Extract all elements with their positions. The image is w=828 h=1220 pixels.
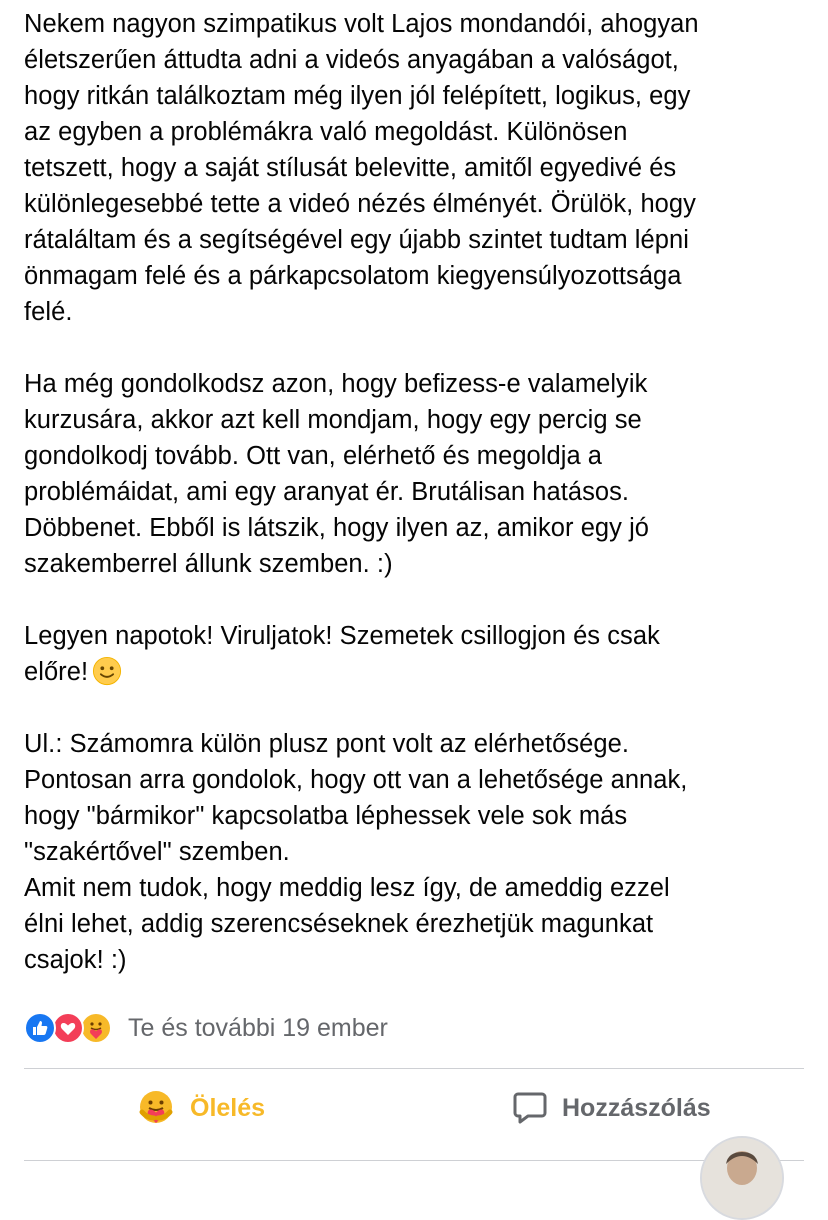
divider <box>24 1068 804 1069</box>
reaction-summary-text: Te és további 19 ember <box>128 1013 388 1042</box>
reaction-summary[interactable] <box>24 1008 388 1048</box>
like-icon <box>24 1012 56 1044</box>
comment-icon <box>512 1090 548 1126</box>
comment-button[interactable] <box>512 1082 711 1134</box>
hug-button[interactable] <box>136 1082 265 1134</box>
post-paragraph-1: Nekem nagyon szimpatikus volt Lajos mondandói, ahogyan életszerűen áttudta adni a videós anyagában a valóságot, hogy ritkán találkoztam még ilyen jól felépített, logikus, egy az egyben a problémákra való megoldást. Különösen tetszett, hogy a saját stílusát belevitte, amitől egyedivé és különlegesebbé tette a videó nézés élményét. Örülök, hogy rátaláltam és a segítségével egy újabb szintet tudtam lépni önmagam felé és a párkapcsolatom kiegyensúlyozottsága felé. <box>24 10 699 326</box>
post-paragraph-3 <box>24 618 804 690</box>
post-body <box>24 6 804 978</box>
avatar[interactable] <box>700 1136 784 1220</box>
hug-button-label: Ölelés <box>190 1093 266 1122</box>
post-paragraph-2: Ha még gondolkodsz azon, hogy befizess-e valamelyik kurzusára, akkor azt kell mondjam, hogy egy percig se gondolkodj tovább. Ott van, elérhető és megoldja a problémáidat, ami egy aranyat ér. Brutálisan hatásos. Döbbenet. Ebből is látszik, hogy ilyen az, amikor egy jó szakemberrel állunk szemben. :) <box>24 370 650 578</box>
divider <box>24 1160 804 1161</box>
reaction-icons <box>24 1010 120 1046</box>
comment-button-label: Hozzászólás <box>562 1093 711 1122</box>
post-paragraph-4: Ul.: Számomra külön plusz pont volt az elérhetősége. Pontosan arra gondolok, hogy ott van a lehetősége annak, hogy "bármikor" kapcsolatba léphessek vele sok más "szakértővel" szemben. Amit nem tudok, hogy meddig lesz így, de ameddig ezzel élni lehet, addig szerencséseknek érezhetjük magunkat csajok! :) <box>24 730 688 974</box>
care-icon <box>136 1088 176 1128</box>
person-avatar-icon <box>702 1138 782 1218</box>
slightly-smiling-emoji-icon <box>92 656 122 686</box>
care-icon <box>80 1012 112 1044</box>
post-paragraph-3-text: Legyen napotok! Viruljatok! Szemetek csillogjon és csak előre! <box>24 622 660 686</box>
love-icon <box>52 1012 84 1044</box>
